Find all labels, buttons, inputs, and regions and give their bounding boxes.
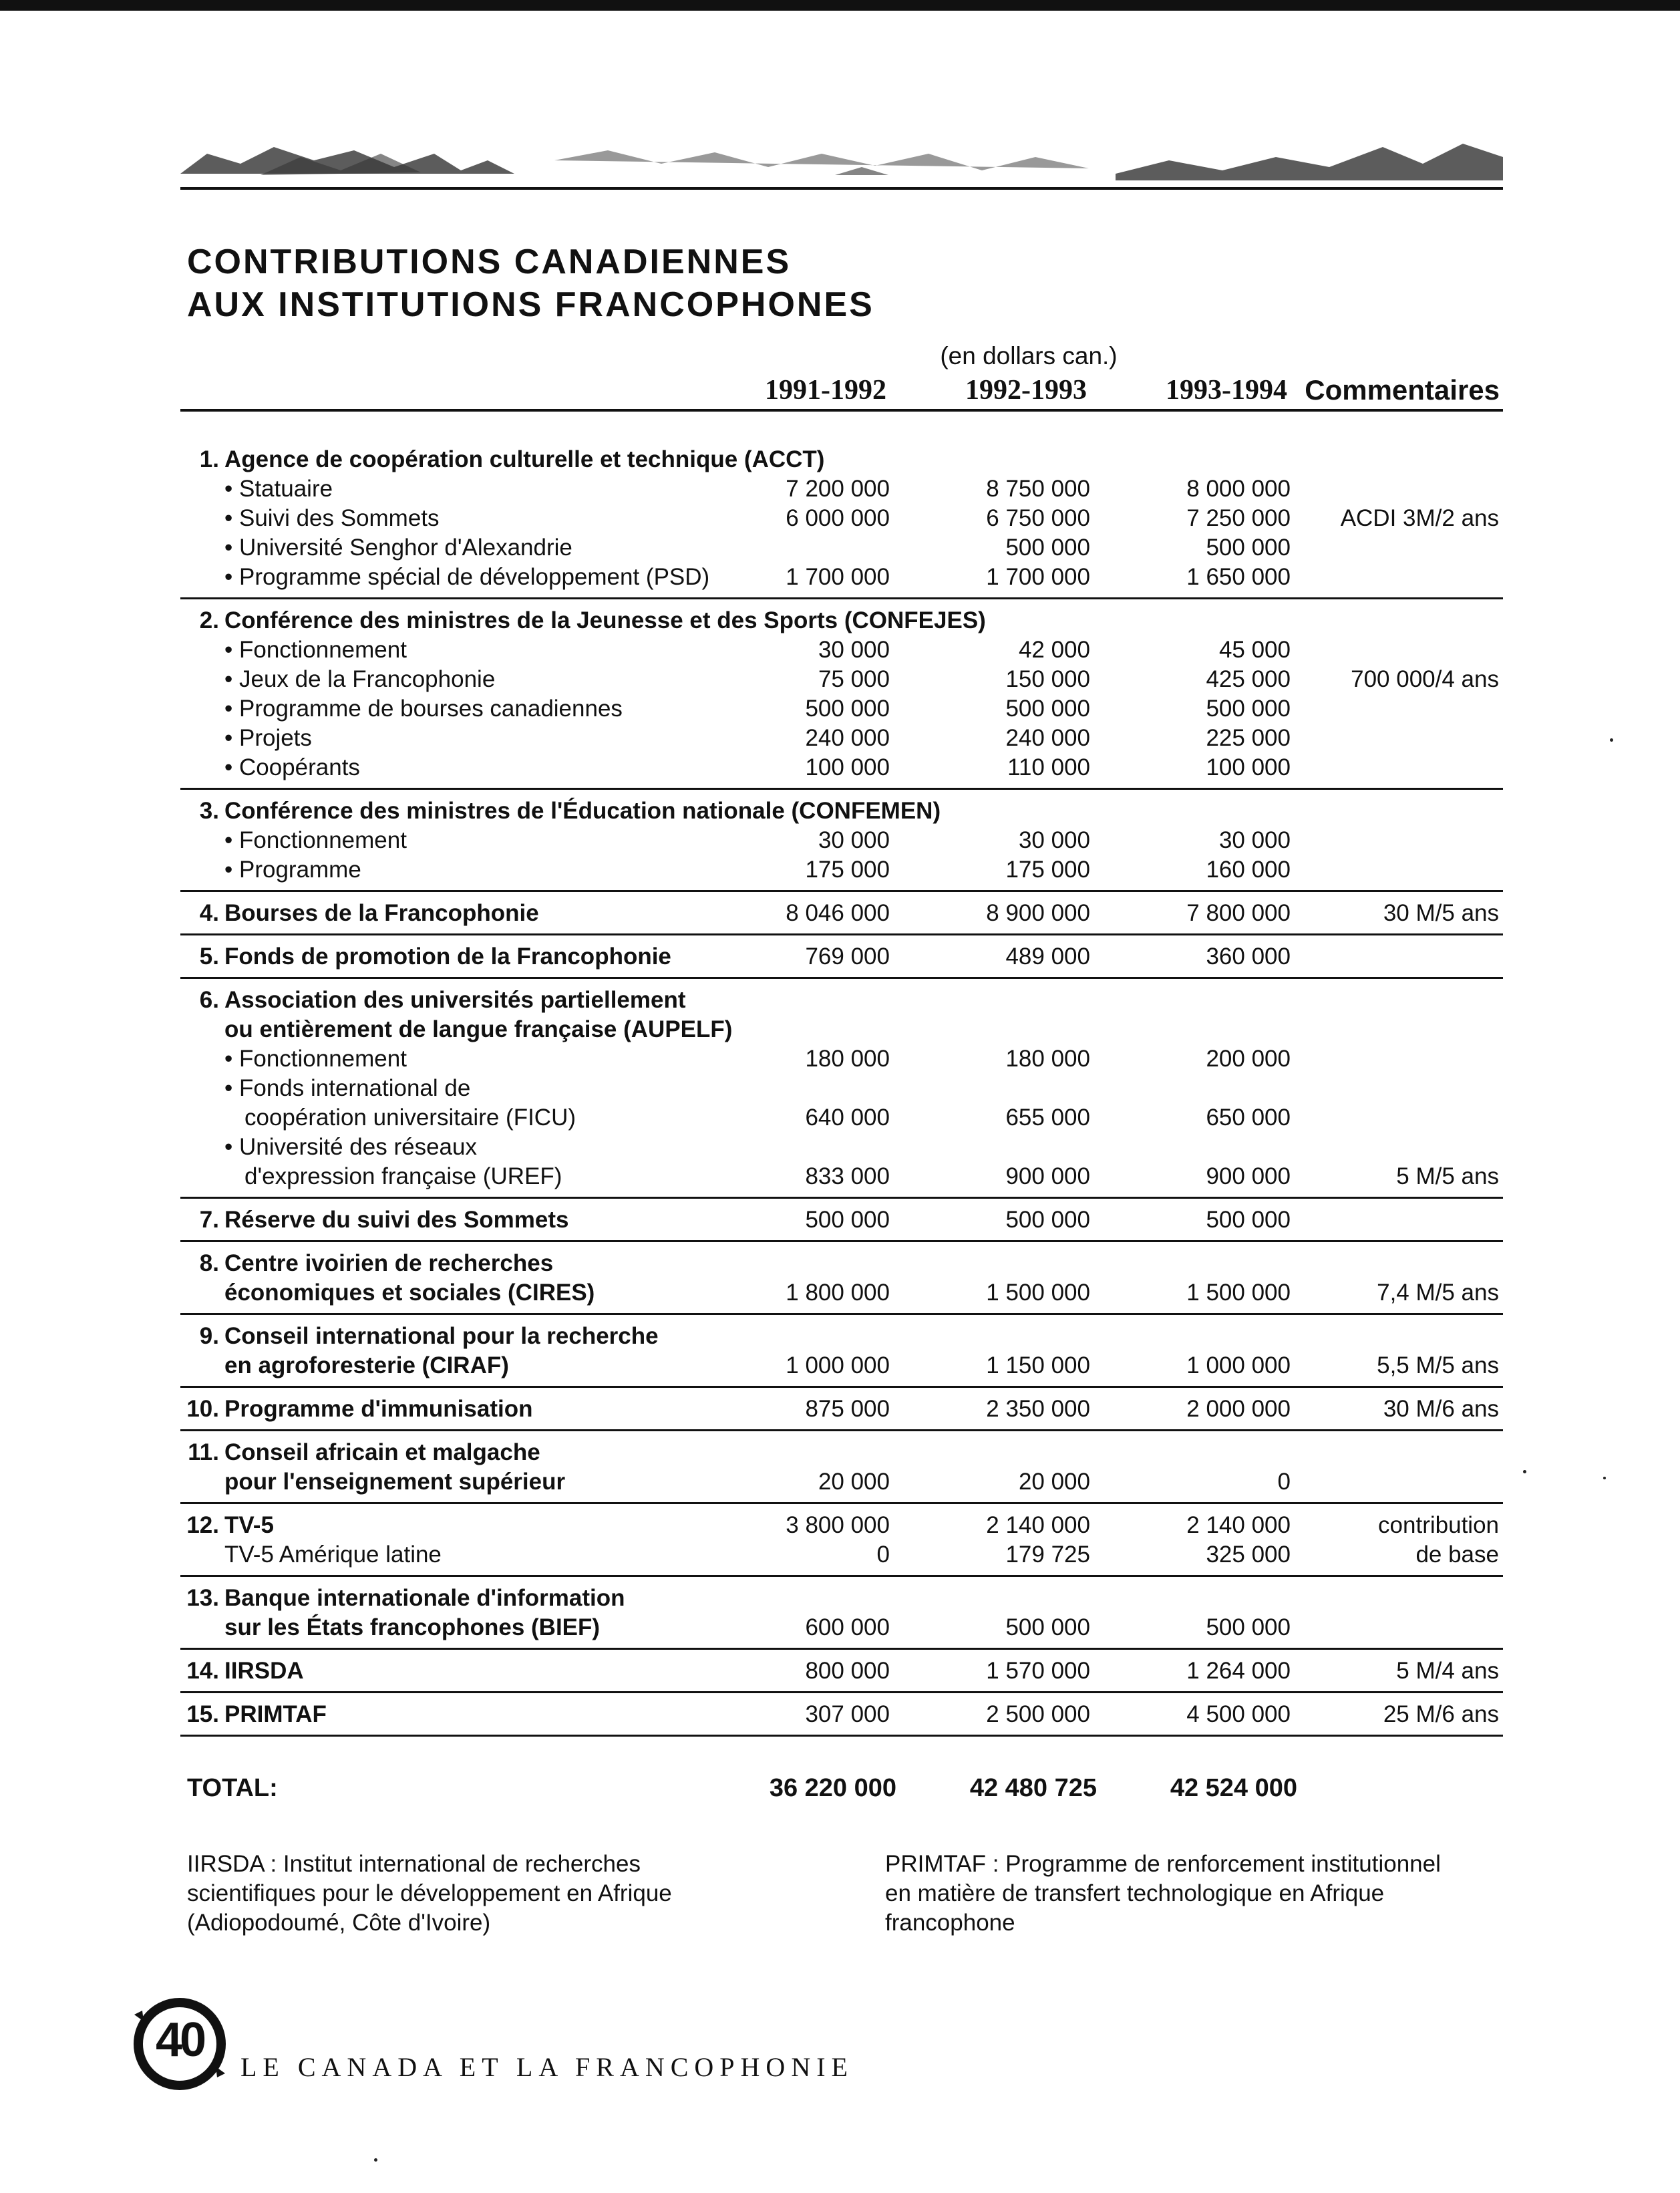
table-row [180, 899, 1503, 928]
row-label: • Université Senghor d'Alexandrie [224, 535, 572, 561]
table-row [180, 1278, 1503, 1308]
value-1992: 1 700 000 [986, 564, 1090, 590]
table-row [180, 474, 1503, 504]
value-1993: 1 500 000 [1186, 1280, 1291, 1306]
section-primtaf [180, 1693, 1503, 1737]
row-label: • Projets [224, 725, 312, 751]
title-line-1: CONTRIBUTIONS CANADIENNES [187, 243, 792, 281]
section-confemen [180, 790, 1503, 892]
section-bourses [180, 892, 1503, 935]
comment: 30 M/5 ans [1383, 900, 1499, 926]
footnote-line: scientifiques pour le développement en Afrique [187, 1880, 672, 1906]
value-1992: 42 000 [1018, 637, 1090, 663]
row-label-line-2: coopération universitaire (FICU) [244, 1105, 576, 1131]
section-number: 7. [199, 1207, 219, 1233]
table-row [180, 826, 1503, 855]
value-1991: 1 800 000 [786, 1280, 890, 1306]
row-label: • Fonctionnement [224, 637, 407, 663]
section-heading [180, 1322, 1503, 1351]
comment: 5,5 M/5 ans [1377, 1352, 1499, 1378]
value-1992: 8 900 000 [986, 900, 1090, 926]
table-row [180, 1511, 1503, 1540]
section-heading [180, 445, 1503, 474]
row-label: • Programme de bourses canadiennes [224, 696, 623, 722]
section-title: TV-5 [224, 1512, 274, 1538]
table-row [180, 694, 1503, 724]
footnote-primtaf [885, 1850, 1486, 1938]
value-1992: 20 000 [1018, 1469, 1090, 1495]
value-1992: 489 000 [1005, 943, 1090, 970]
value-1991: 769 000 [805, 943, 890, 970]
section-number: 14. [186, 1658, 219, 1684]
table-row [180, 1351, 1503, 1380]
page-title [187, 241, 874, 326]
section-heading [180, 1249, 1503, 1278]
section-title: Association des universités partiellement [224, 987, 686, 1013]
section-confejes [180, 599, 1503, 790]
table-row [180, 855, 1503, 885]
section-title: IIRSDA [224, 1658, 304, 1684]
table-row [180, 1613, 1503, 1642]
value-1991: 75 000 [818, 666, 890, 692]
table-row [180, 1540, 1503, 1570]
section-number: 13. [186, 1585, 219, 1611]
value-1991: 175 000 [805, 857, 890, 883]
page-number: 40 [155, 2013, 204, 2067]
value-1992: 2 140 000 [986, 1512, 1090, 1538]
value-1993: 0 [1277, 1469, 1291, 1495]
row-label: • Jeux de la Francophonie [224, 666, 496, 692]
section-title: Fonds de promotion de la Francophonie [224, 943, 671, 970]
table-row [180, 1656, 1503, 1686]
value-1992: 110 000 [1007, 754, 1090, 780]
row-label: • Programme [224, 857, 361, 883]
value-1993: 1 000 000 [1186, 1352, 1291, 1378]
comment: 30 M/6 ans [1383, 1396, 1499, 1422]
footnote-line: francophone [885, 1910, 1015, 1936]
table-row-label-line [180, 1074, 1503, 1103]
section-number: 11. [188, 1439, 219, 1465]
value-1992: 150 000 [1005, 666, 1090, 692]
column-header-1993: 1993-1994 [1166, 375, 1287, 406]
comment: 7,4 M/5 ans [1377, 1280, 1499, 1306]
section-title: PRIMTAF [224, 1701, 327, 1727]
value-1992: 1 150 000 [986, 1352, 1090, 1378]
footnote-line: IIRSDA : Institut international de recherches [187, 1851, 641, 1877]
row-label-line-2: d'expression française (UREF) [244, 1163, 562, 1189]
comment: 700 000/4 ans [1351, 666, 1499, 692]
section-number: 8. [199, 1250, 219, 1276]
section-number: 15. [186, 1701, 219, 1727]
table-row [180, 1205, 1503, 1235]
footnote-line: (Adiopodoumé, Côte d'Ivoire) [187, 1910, 491, 1936]
section-title-line-2: pour l'enseignement supérieur [224, 1469, 566, 1495]
section-heading [180, 606, 1503, 635]
value-1993: 200 000 [1206, 1046, 1291, 1072]
value-1991: 3 800 000 [786, 1512, 890, 1538]
value-1992: 2 350 000 [986, 1396, 1090, 1422]
value-1993: 160 000 [1206, 857, 1291, 883]
value-1992: 8 750 000 [986, 476, 1090, 502]
value-1992: 179 725 [1005, 1542, 1090, 1568]
footnote-iirsda [187, 1850, 735, 1938]
footnote-line: en matière de transfert technologique en Afrique [885, 1880, 1385, 1906]
column-header-1991: 1991-1992 [765, 375, 886, 406]
value-1992: 500 000 [1005, 1614, 1090, 1640]
section-heading [180, 986, 1503, 1015]
section-title-line-2: en agroforesterie (CIRAF) [224, 1352, 509, 1378]
section-heading [180, 796, 1503, 826]
value-1993: 7 800 000 [1186, 900, 1291, 926]
section-number: 6. [199, 987, 219, 1013]
value-1991: 6 000 000 [786, 505, 890, 531]
value-1993: 7 250 000 [1186, 505, 1291, 531]
table-row [180, 753, 1503, 782]
value-1993: 425 000 [1206, 666, 1291, 692]
total-label: TOTAL: [187, 1774, 278, 1802]
unit-note: (en dollars can.) [940, 342, 1118, 370]
section-immunisation [180, 1388, 1503, 1431]
comment: de base [1415, 1542, 1499, 1568]
value-1992: 500 000 [1005, 696, 1090, 722]
value-1992: 500 000 [1005, 1207, 1090, 1233]
value-1992: 175 000 [1005, 857, 1090, 883]
comment: ACDI 3M/2 ans [1340, 505, 1499, 531]
table-row [180, 942, 1503, 972]
section-number: 4. [199, 900, 219, 926]
section-title: Banque internationale d'information [224, 1585, 625, 1611]
total-1992: 42 480 725 [969, 1774, 1097, 1802]
table-row [180, 635, 1503, 665]
value-1992: 2 500 000 [986, 1701, 1090, 1727]
value-1991: 500 000 [805, 696, 890, 722]
section-title: Centre ivoirien de recherches [224, 1250, 554, 1276]
section-heading [180, 1584, 1503, 1613]
section-aupelf [180, 979, 1503, 1199]
section-title-line-2: sur les États francophones (BIEF) [224, 1614, 601, 1640]
section-number: 3. [199, 798, 219, 824]
table-row [180, 1103, 1503, 1133]
footnote-line: PRIMTAF : Programme de renforcement institutionnel [885, 1851, 1441, 1877]
header-rule [180, 187, 1503, 190]
value-1993: 1 650 000 [1186, 564, 1291, 590]
value-1991: 8 046 000 [786, 900, 890, 926]
section-number: 9. [199, 1323, 219, 1349]
section-number: 5. [199, 943, 219, 970]
value-1993: 500 000 [1206, 535, 1291, 561]
comment: 5 M/5 ans [1396, 1163, 1499, 1189]
table-row [180, 1162, 1503, 1191]
scan-top-edge [0, 0, 1680, 11]
section-title: Conseil international pour la recherche [224, 1323, 659, 1349]
section-fonds-promotion [180, 935, 1503, 979]
value-1991: 307 000 [805, 1701, 890, 1727]
section-heading-continued [180, 1015, 1503, 1044]
value-1991: 800 000 [805, 1658, 890, 1684]
value-1993: 45 000 [1218, 637, 1291, 663]
value-1991: 1 700 000 [786, 564, 890, 590]
value-1991: 240 000 [805, 725, 890, 751]
decorative-texture-band [180, 134, 1503, 180]
value-1993: 1 264 000 [1186, 1658, 1291, 1684]
value-1992: 655 000 [1005, 1105, 1090, 1131]
row-label: • Statuaire [224, 476, 333, 502]
section-tv5 [180, 1504, 1503, 1577]
comment: 5 M/4 ans [1396, 1658, 1499, 1684]
section-number: 1. [199, 446, 219, 472]
row-label: TV-5 Amérique latine [224, 1542, 442, 1568]
value-1993: 30 000 [1218, 827, 1291, 853]
value-1991: 30 000 [818, 637, 890, 663]
contributions-table [180, 409, 1503, 1737]
running-title: LE CANADA ET LA FRANCOPHONIE [240, 2052, 854, 2082]
row-label: • Fonctionnement [224, 1046, 407, 1072]
value-1992: 1 500 000 [986, 1280, 1090, 1306]
value-1991: 640 000 [805, 1105, 890, 1131]
section-cires [180, 1242, 1503, 1315]
value-1992: 240 000 [1005, 725, 1090, 751]
section-title-line-2: ou entièrement de langue française (AUPELF) [224, 1016, 733, 1042]
value-1991: 875 000 [805, 1396, 890, 1422]
comment: contribution [1378, 1512, 1499, 1538]
value-1993: 8 000 000 [1186, 476, 1291, 502]
table-row [180, 665, 1503, 694]
value-1992: 1 570 000 [986, 1658, 1090, 1684]
section-number: 2. [199, 607, 219, 633]
section-title: Conférence des ministres de la Jeunesse et des Sports (CONFEJES) [224, 607, 986, 633]
row-label: • Fonds international de [224, 1075, 471, 1101]
total-1991: 36 220 000 [769, 1774, 896, 1802]
scan-speck [374, 2158, 377, 2162]
section-title: Conseil africain et malgache [224, 1439, 540, 1465]
row-label: • Université des réseaux [224, 1134, 477, 1160]
section-title: Bourses de la Francophonie [224, 900, 539, 926]
scan-speck [1523, 1470, 1526, 1473]
value-1992: 500 000 [1005, 535, 1090, 561]
value-1993: 325 000 [1206, 1542, 1291, 1568]
section-title: Agence de coopération culturelle et technique (ACCT) [224, 446, 825, 472]
comment: 25 M/6 ans [1383, 1701, 1499, 1727]
section-heading [180, 1438, 1503, 1467]
row-label: • Programme spécial de développement (PSD) [224, 564, 710, 590]
row-label: • Coopérants [224, 754, 360, 780]
scan-speck [1610, 738, 1613, 742]
value-1992: 6 750 000 [986, 505, 1090, 531]
section-ciraf [180, 1315, 1503, 1388]
section-cames [180, 1431, 1503, 1504]
section-title-line-2: économiques et sociales (CIRES) [224, 1280, 595, 1306]
value-1991: 600 000 [805, 1614, 890, 1640]
value-1991: 1 000 000 [786, 1352, 890, 1378]
value-1993: 4 500 000 [1186, 1701, 1291, 1727]
table-row [180, 563, 1503, 592]
value-1993: 360 000 [1206, 943, 1291, 970]
value-1993: 650 000 [1206, 1105, 1291, 1131]
value-1992: 30 000 [1018, 827, 1090, 853]
value-1993: 225 000 [1206, 725, 1291, 751]
scan-speck [1603, 1477, 1606, 1479]
section-reserve-sommets [180, 1199, 1503, 1242]
value-1993: 100 000 [1206, 754, 1291, 780]
value-1991: 100 000 [805, 754, 890, 780]
table-row [180, 504, 1503, 533]
value-1993: 500 000 [1206, 696, 1291, 722]
value-1991: 30 000 [818, 827, 890, 853]
value-1993: 900 000 [1206, 1163, 1291, 1189]
section-title: Conférence des ministres de l'Éducation nationale (CONFEMEN) [224, 798, 941, 824]
table-row [180, 1395, 1503, 1424]
section-number: 10. [186, 1396, 219, 1422]
value-1992: 180 000 [1005, 1046, 1090, 1072]
value-1991: 500 000 [805, 1207, 890, 1233]
table-row [180, 1467, 1503, 1497]
table-row-label-line [180, 1133, 1503, 1162]
value-1991: 0 [876, 1542, 890, 1568]
section-bief [180, 1577, 1503, 1650]
value-1991: 7 200 000 [786, 476, 890, 502]
total-1993: 42 524 000 [1170, 1774, 1297, 1802]
section-title: Réserve du suivi des Sommets [224, 1207, 569, 1233]
column-header-comments: Commentaires [1305, 374, 1500, 406]
row-label: • Fonctionnement [224, 827, 407, 853]
title-line-2: AUX INSTITUTIONS FRANCOPHONES [187, 285, 874, 324]
table-row [180, 1044, 1503, 1074]
column-header-1992: 1992-1993 [965, 375, 1087, 406]
value-1993: 500 000 [1206, 1207, 1291, 1233]
section-acct [180, 438, 1503, 599]
section-title: Programme d'immunisation [224, 1396, 533, 1422]
table-row [180, 533, 1503, 563]
value-1993: 500 000 [1206, 1614, 1291, 1640]
section-iirsda [180, 1650, 1503, 1693]
value-1992: 900 000 [1005, 1163, 1090, 1189]
table-row [180, 724, 1503, 753]
value-1991: 180 000 [805, 1046, 890, 1072]
value-1993: 2 000 000 [1186, 1396, 1291, 1422]
value-1991: 833 000 [805, 1163, 890, 1189]
value-1991: 20 000 [818, 1469, 890, 1495]
total-row [187, 1774, 1503, 1814]
value-1993: 2 140 000 [1186, 1512, 1291, 1538]
section-number: 12. [186, 1512, 219, 1538]
table-row [180, 1700, 1503, 1729]
row-label: • Suivi des Sommets [224, 505, 440, 531]
